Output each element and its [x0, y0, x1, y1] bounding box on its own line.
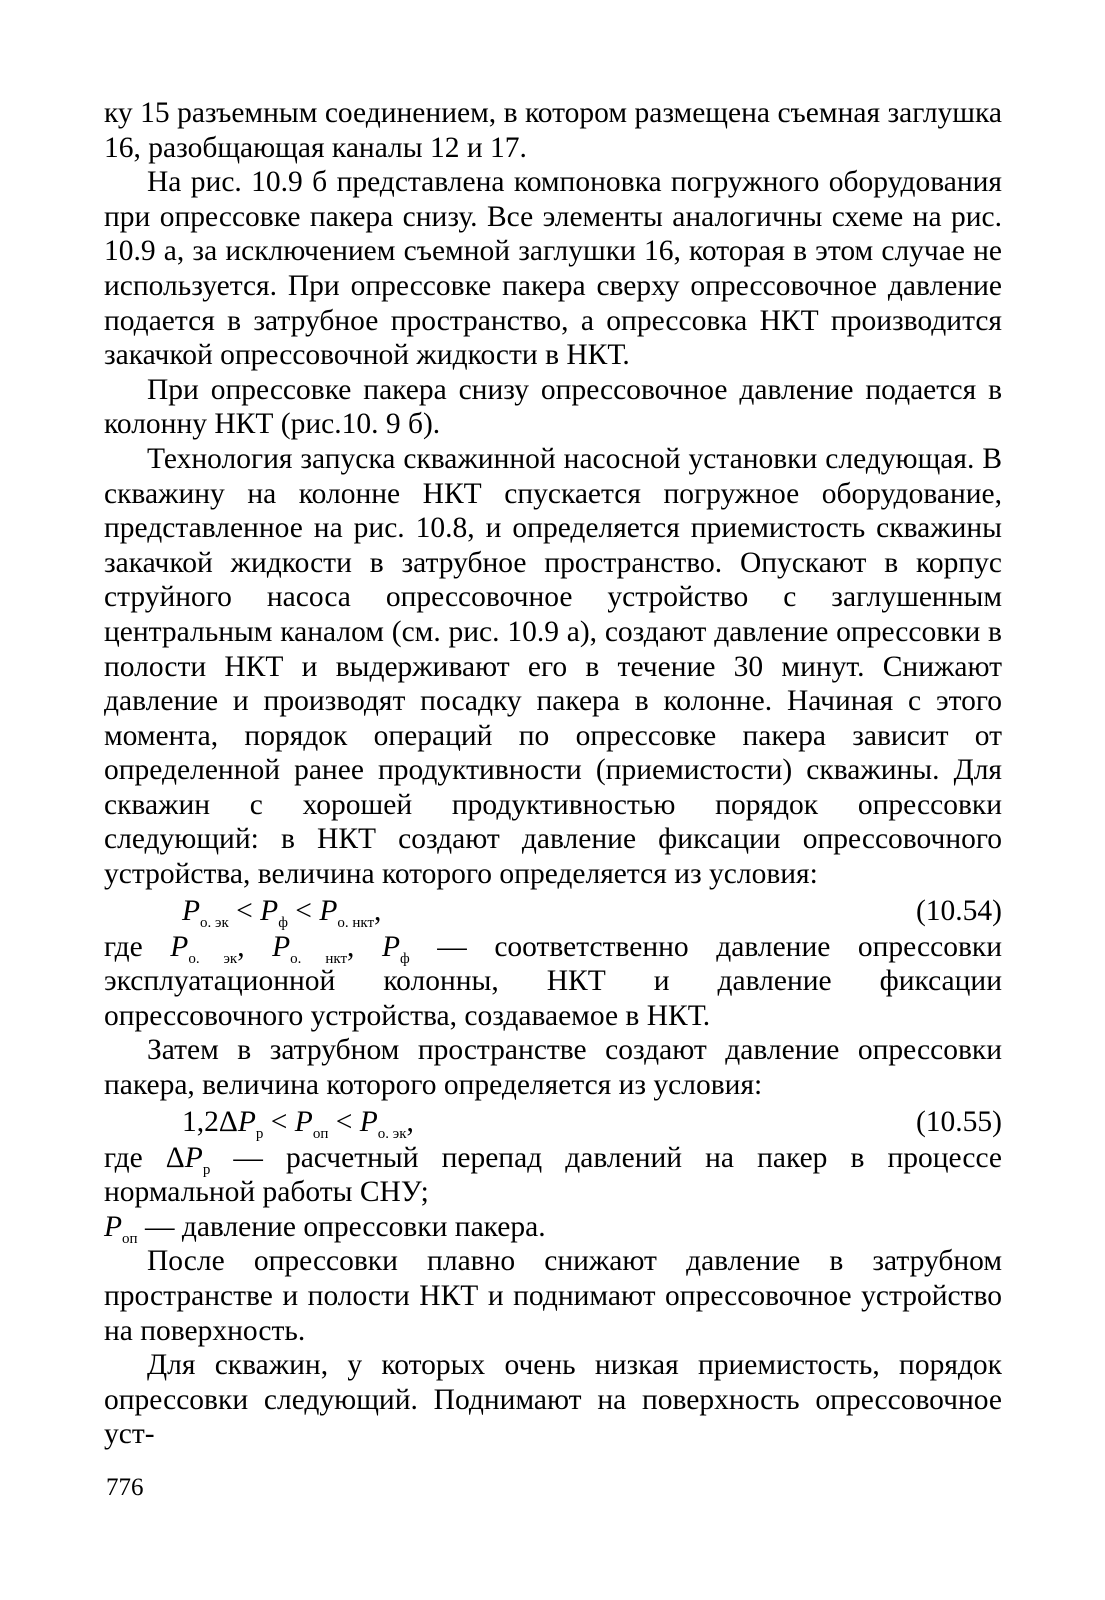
equation-number-10-55: (10.55): [915, 1105, 1002, 1138]
paragraph-2: На рис. 10.9 б представлена компоновка погружного оборудования при опрессовке пакера снизу. Все элементы аналогичны схеме на рис. 10.9 а, за исключением съемной заглушки 16, которая в этом случае не используется. При опрессовке пакера сверху опрессовочное давление подается в затрубное пространство, а опрессовка НКТ производится закачкой опрессовочной жидкости в НКТ.: [104, 166, 1002, 372]
where-clause-2: где $\Delta P_р$ — расчетный перепад давлений на пакер в процессе нормальной работы СНУ;: [104, 1141, 1003, 1209]
paragraph-1: ку 15 разъемным соединением, в котором размещена съемная заглушка 16, разобщающая каналы 12 и 17.: [104, 97, 1002, 164]
paragraph-5: Затем в затрубном пространстве создают давление опрессовки пакера, величина которого определяется из условия:: [104, 1034, 1002, 1102]
where-clause-3: $P_{оп}$ — давление опрессовки пакера.: [104, 1210, 546, 1247]
paragraph-4: Технология запуска скважинной насосной установки следующая. В скважину на колонне НКТ спускается погружное оборудование, представленное на рис. 10.8, и определяется приемистость скважины закачкой жидкости в затрубное пространство. Опускают в корпус струйного насоса опрессовочное устройство с заглушенным центральным каналом (см. рис. 10.9 а), создают давление опрессовки в полости НКТ и выдерживают его в течение 30 минут. Снижают давление и производят посадку пакера в колонне. Начиная с этого момента, порядок операций по опрессовке пакера зависит от определенной ранее продуктивности (приемистости) скважины. Для скважин с хорошей продуктивностью порядок опрессовки следующий: в НКТ создают давление фиксации опрессовочного устройства, величина которого определяется из условия:: [104, 442, 1002, 891]
where-clause-1: где $P_{о. эк}$, $P_{о. нкт}$, $P_ф$ — соответственно давление опрессовки эксплуатационной колонны, НКТ и давление фиксации опрессовочного устройства, создаваемое в НКТ.: [104, 930, 1002, 1032]
paragraph-7: Для скважин, у которых очень низкая приемистость, порядок опрессовки следующий. Поднимают на поверхность опрессовочное уст-: [104, 1349, 1002, 1451]
paragraph-3: При опрессовке пакера снизу опрессовочное давление подается в колонну НКТ (рис.10. 9 б).: [104, 373, 1002, 441]
equation-number-10-54: (10.54): [915, 894, 1002, 927]
formula-10-54-expression: $P_{о. эк} < P_ф < P_{о. нкт}$,: [182, 894, 382, 931]
formula-10-54: [104, 892, 1002, 930]
page-body: [104, 96, 1002, 1452]
page-number: 776: [106, 1474, 144, 1501]
formula-10-55: [104, 1103, 1002, 1141]
paragraph-6: После опрессовки плавно снижают давление в затрубном пространстве и полости НКТ и поднимают опрессовочное устройство на поверхность.: [104, 1245, 1002, 1347]
formula-10-55-expression: $1,2\Delta P_р < P_{оп} < P_{о. эк}$,: [182, 1105, 414, 1142]
